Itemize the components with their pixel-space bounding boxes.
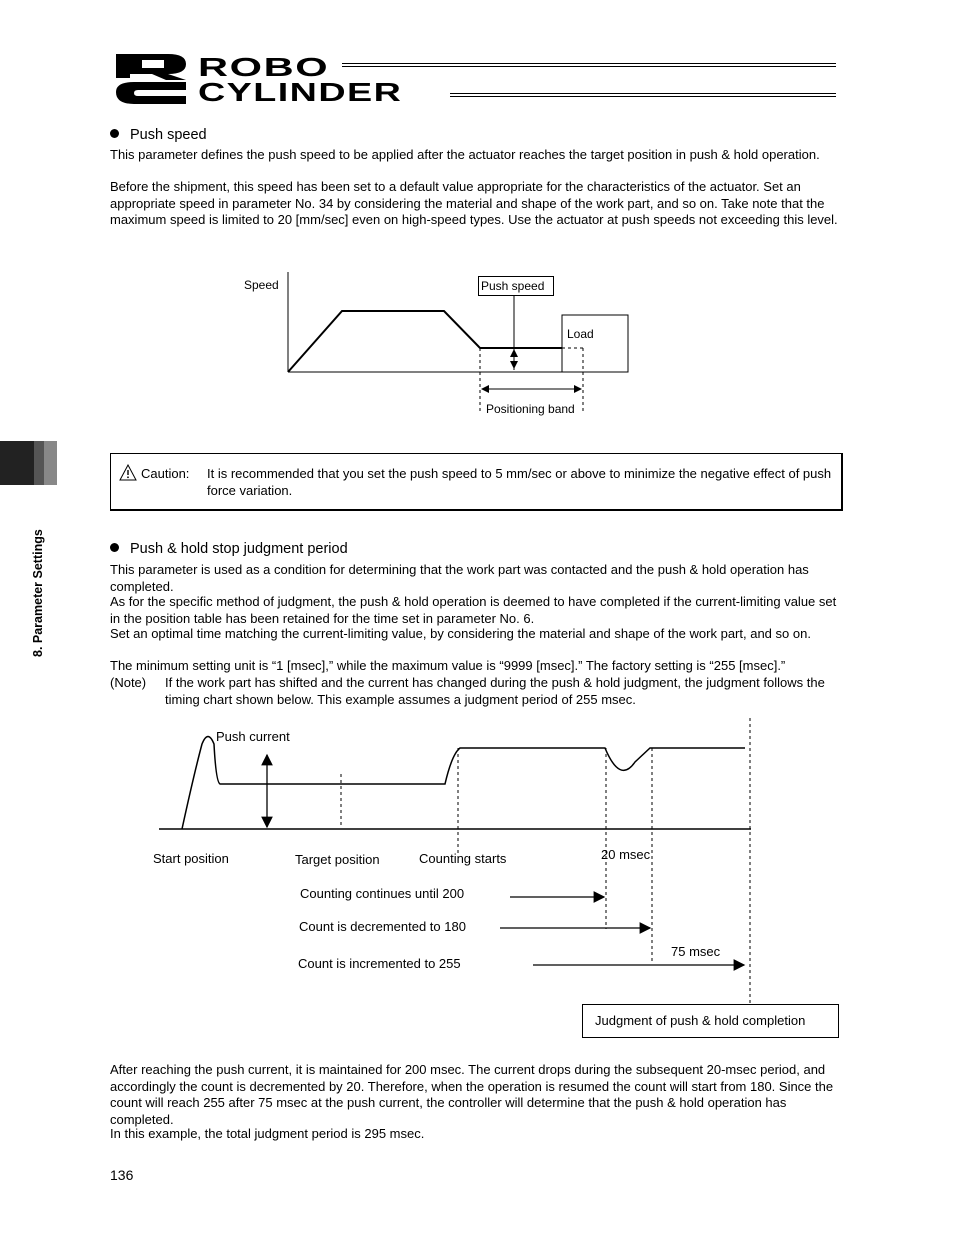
target-position-label: Target position	[295, 852, 380, 867]
caution-label: Caution:	[141, 466, 190, 481]
judgment-paragraph-2: As for the specific method of judgment, the push & hold operation is deemed to have completed if the current-limiting value set in the position table has been retained for the time set in parameter No. 6.	[110, 594, 837, 626]
push-speed-heading: Push speed	[110, 127, 207, 144]
side-tab	[0, 441, 57, 485]
counting-continues-label: Counting continues until 200	[300, 886, 465, 901]
counting-starts-label: Counting starts	[419, 851, 507, 866]
warning-triangle-icon	[119, 464, 137, 486]
judgment-paragraph-1: This parameter is used as a condition for determining that the work part was contacted and the push & hold operation has completed.	[110, 562, 809, 594]
closing-paragraph-2: In this example, the total judgment period is 295 msec.	[110, 1126, 425, 1141]
robo-cylinder-logo	[112, 52, 842, 106]
header-rule-top	[342, 63, 836, 64]
msec75-label: 75 msec	[671, 944, 721, 959]
judgment-paragraph-3: Set an optimal time matching the current-limiting value, by considering the material and shape of the work part, and so on.	[110, 626, 811, 641]
note-label: (Note)	[110, 675, 147, 690]
push-speed-diagram	[240, 268, 640, 418]
push-current-label: Push current	[216, 729, 290, 744]
speed-profile	[288, 311, 562, 372]
caution-text: It is recommended that you set the push speed to 5 mm/sec or above to minimize the negative effect of push force variation.	[207, 466, 832, 498]
push-speed-chart	[240, 268, 640, 418]
side-tab-label: 8. Parameter Settings	[31, 529, 45, 657]
push-speed-label-box: Push speed	[478, 276, 554, 296]
positioning-band-label: Positioning band	[486, 402, 575, 416]
completion-box	[582, 1004, 839, 1038]
note-text: If the work part has shifted and the current has changed during the push & hold judgment, the judgment follows the timing chart shown below. This example assumes a judgment period of 255 msec.	[165, 675, 825, 707]
msec20-label: 20 msec	[601, 847, 651, 862]
timing-chart-graphic	[150, 714, 850, 1044]
judgment-heading: Push & hold stop judgment period	[110, 541, 348, 558]
closing-paragraph-1: After reaching the push current, it is maintained for 200 msec. The current drops during the subsequent 20-msec period, and accordingly the count is decremented by 20. Therefore, when the operation is resumed the count will start from 180. Since the count will reach 255 after 75 msec at the push current, the controller will determine that the push & hold operation has completed.	[110, 1062, 834, 1127]
rc-mark-icon	[116, 54, 186, 104]
push-speed-paragraph-1: This parameter defines the push speed to be applied after the actuator reaches the target position in push & hold operation.	[110, 147, 820, 162]
push-speed-paragraph-2: Before the shipment, this speed has been set to a default value appropriate for the characteristics of the actuator. Set an appropriate speed in parameter No. 34 by considering the material and shape of the work part, and so on. Take note that the maximum speed is limited to 20 [mm/sec] even on high-speed types. Use the actuator at push speeds not exceeding this level.	[110, 179, 838, 227]
completion-label: Judgment of push & hold completion	[595, 1013, 806, 1028]
bullet-icon	[110, 129, 119, 138]
header-rule-bottom2	[450, 96, 836, 97]
caution-box	[110, 453, 843, 511]
bullet-icon	[110, 543, 119, 552]
load-box	[562, 315, 628, 372]
judgment-paragraph-4: The minimum setting unit is “1 [msec],” while the maximum value is “9999 [msec].” The factory setting is “255 [msec].”	[110, 658, 786, 673]
logo-text-line2: CYLINDER	[198, 77, 403, 107]
load-label: Load	[567, 327, 594, 341]
count-decremented-label: Count is decremented to 180	[299, 919, 466, 934]
logo-text-line1: ROBO	[198, 52, 330, 82]
start-position-label: Start position	[153, 851, 229, 866]
timing-chart	[150, 714, 850, 1044]
speed-label: Speed	[244, 278, 279, 292]
header-rule-bottom	[450, 93, 836, 94]
page-number: 136	[110, 1167, 134, 1183]
count-incremented-label: Count is incremented to 255	[298, 956, 461, 971]
header-rule-top2	[342, 66, 836, 67]
